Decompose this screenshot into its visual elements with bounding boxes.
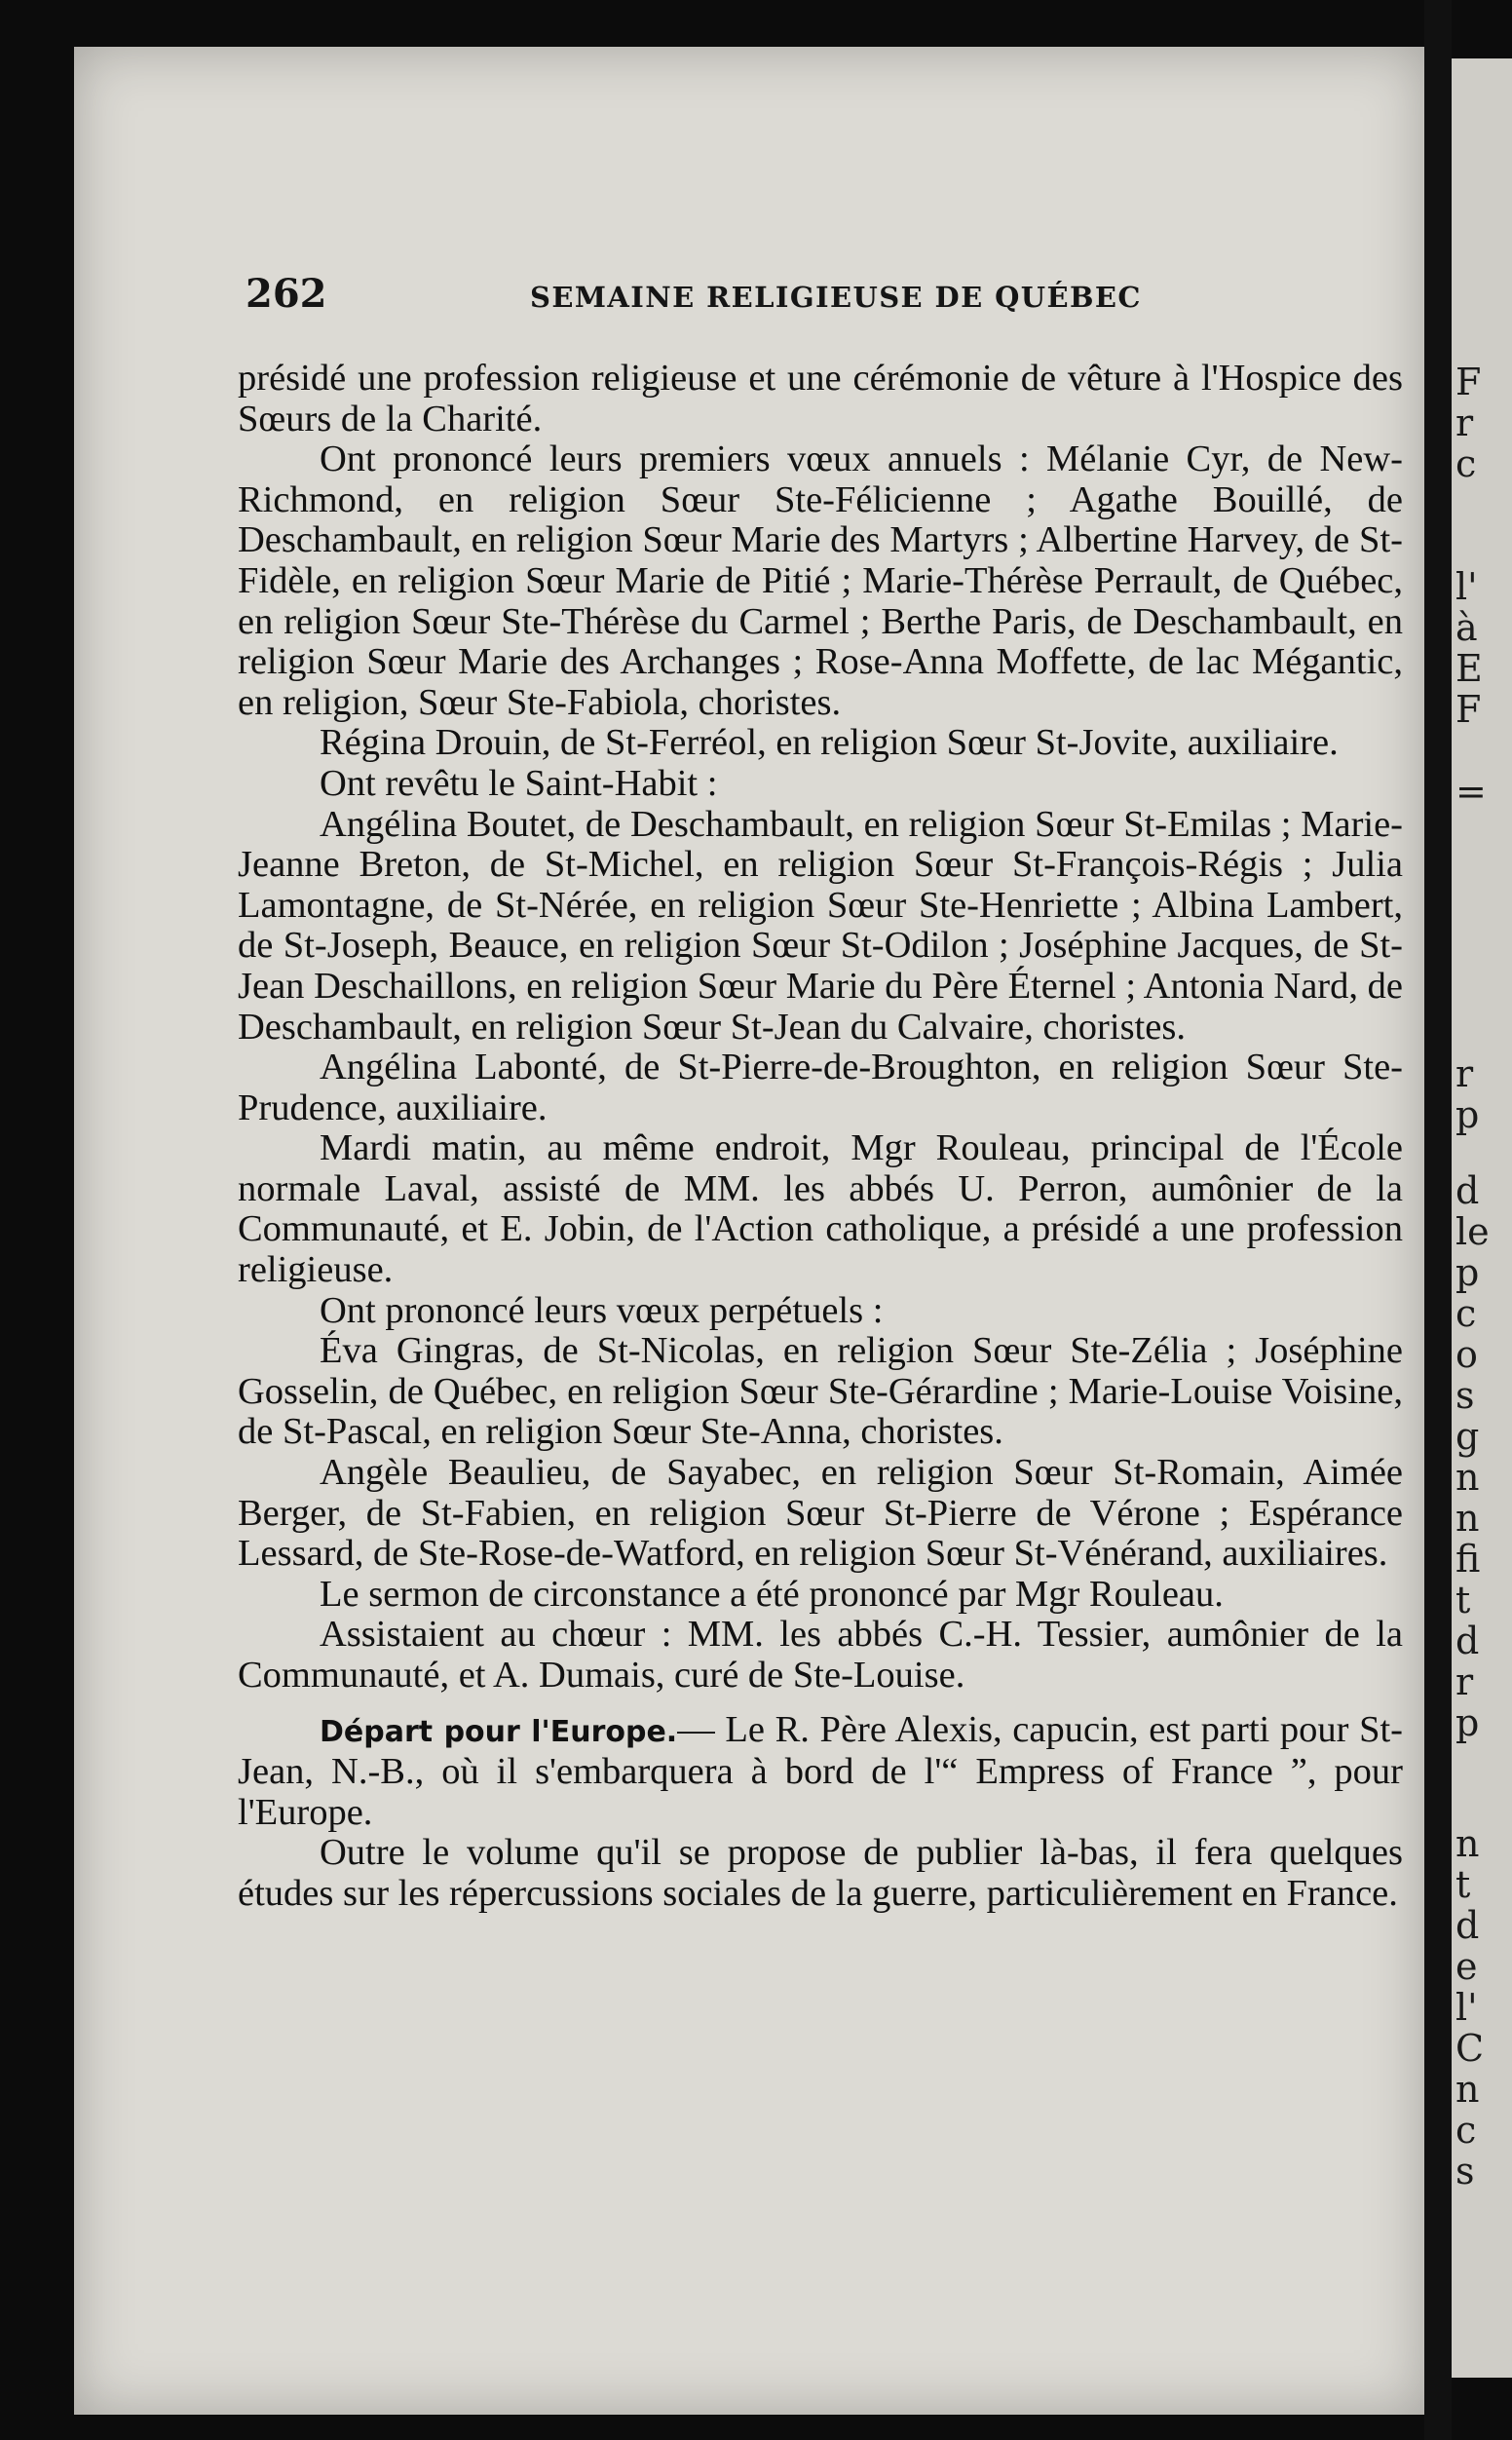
adjacent-page-fragment: l' xyxy=(1455,565,1478,608)
news-item-heading: Départ pour l'Europe. xyxy=(320,1714,678,1749)
adjacent-page-fragment: F xyxy=(1455,361,1482,403)
paragraph: Éva Gingras, de St-Nicolas, en religion Sœur Ste-Zélia ; Joséphine Gosselin, de Québec, en religion Sœur Ste-Gérardine ; Marie-Louise Voisine, de St-Pascal, en religion Sœur Ste-Anna, choristes. xyxy=(238,1330,1403,1453)
adjacent-page-fragment: = xyxy=(1455,770,1487,813)
adjacent-page-fragment: s xyxy=(1455,1374,1475,1417)
adjacent-page-fragment: r xyxy=(1455,401,1474,444)
adjacent-page-fragment: r xyxy=(1455,1052,1474,1095)
adjacent-page-fragment: d xyxy=(1455,1620,1480,1662)
paragraph: Angèle Beaulieu, de Sayabec, en religion Sœur St-Romain, Aimée Berger, de St-Fabien, en religion Sœur St-Pierre de Vérone ; Espérance Lessard, de Ste-Rose-de-Watford, en religion Sœur St-Vénérand, auxiliaires. xyxy=(238,1452,1403,1575)
adjacent-page-fragment: p xyxy=(1455,1251,1480,1294)
adjacent-page-fragment: l' xyxy=(1455,1986,1478,2029)
adjacent-page-fragment: r xyxy=(1455,1660,1474,1703)
paragraph: Régina Drouin, de St-Ferréol, en religion Sœur St-Jovite, auxiliaire. xyxy=(320,722,1339,764)
paragraph: Ont prononcé leurs premiers vœux annuels : Mélanie Cyr, de New-Richmond, en religion Sœur Ste-Félicienne ; Agathe Bouillé, de Deschambault, en religion Sœur Marie des Martyrs ; Albertine Harvey, de St-Fidèle, en religion Sœur Marie de Pitié ; Marie-Thérèse Perrault, de Québec, en religion Sœur Ste-Thérèse du Carmel ; Berthe Paris, de Deschambault, en religion Sœur Marie des Archanges ; Rose-Anna Moffette, de lac Mégantic, en religion, Sœur Ste-Fabiola, choristes. xyxy=(238,438,1403,723)
adjacent-page-fragment: C xyxy=(1455,2027,1485,2070)
news-item xyxy=(238,1710,1403,1834)
adjacent-page-fragment: n xyxy=(1455,1456,1480,1499)
page-header xyxy=(246,271,1395,320)
running-title: SEMAINE RELIGIEUSE DE QUÉBEC xyxy=(530,281,1142,314)
adjacent-page-fragment: t xyxy=(1455,1863,1471,1906)
page-number: 262 xyxy=(246,271,327,317)
paragraph: Angélina Boutet, de Deschambault, en religion Sœur St-Emilas ; Marie-Jeanne Breton, de St-Michel, en religion Sœur St-François-Régis ; Julia Lamontagne, de St-Nérée, en religion Sœur Ste-Henriette ; Albina Lambert, de St-Joseph, Beauce, en religion Sœur St-Odilon ; Joséphine Jacques, de St-Jean Deschaillons, en religion Sœur Marie du Père Éternel ; Antonia Nard, de Deschambault, en religion Sœur St-Jean du Calvaire, choristes. xyxy=(238,803,1403,1048)
paragraph: Ont revêtu le Saint-Habit : xyxy=(320,762,718,804)
adjacent-page-fragment: à xyxy=(1455,606,1478,649)
adjacent-page-fragment: e xyxy=(1455,1945,1478,1988)
adjacent-page-fragment: c xyxy=(1455,442,1477,485)
adjacent-page-fragment: n xyxy=(1455,2068,1480,2111)
adjacent-page-fragment: c xyxy=(1455,1292,1477,1335)
adjacent-page-fragment: d xyxy=(1455,1904,1480,1947)
adjacent-page-edge xyxy=(1452,58,1512,2378)
adjacent-page-fragment: t xyxy=(1455,1579,1471,1621)
adjacent-page-fragment: p xyxy=(1455,1701,1480,1744)
adjacent-page-fragment: o xyxy=(1455,1333,1478,1376)
adjacent-page-fragment: n xyxy=(1455,1822,1480,1865)
paragraph: présidé une profession religieuse et une cérémonie de vêture à l'Hospice des Sœurs de la Charité. xyxy=(238,358,1403,439)
news-item-text: — Le R. Père Alexis, capucin, est parti pour St-Jean, N.-B., où il s'embarquera à bord de l'“ Empress of France ”, pour l'Europe. xyxy=(238,1708,1404,1833)
adjacent-page-fragment: fi xyxy=(1455,1538,1481,1581)
adjacent-page-fragment: g xyxy=(1455,1415,1480,1458)
adjacent-page-fragment: s xyxy=(1455,2150,1475,2192)
adjacent-page-fragment: n xyxy=(1455,1497,1480,1540)
adjacent-page-fragment: E xyxy=(1455,647,1483,690)
paragraph: Assistaient au chœur : MM. les abbés C.-H. Tessier, aumônier de la Communauté, et A. Dumais, curé de Ste-Louise. xyxy=(238,1614,1403,1696)
paragraph: Outre le volume qu'il se propose de publier là-bas, il fera quelques études sur les répercussions sociales de la guerre, particulièrement en France. xyxy=(238,1832,1403,1914)
adjacent-page-fragment: F xyxy=(1455,688,1482,731)
adjacent-page-fragment: p xyxy=(1455,1093,1480,1136)
paragraph: Ont prononcé leurs vœux perpétuels : xyxy=(320,1289,884,1331)
adjacent-page-fragment: d xyxy=(1455,1169,1480,1212)
paragraph: Le sermon de circonstance a été prononcé par Mgr Rouleau. xyxy=(320,1573,1224,1615)
article-body xyxy=(238,359,1403,1915)
page-gutter xyxy=(1424,0,1452,2440)
paragraph: Angélina Labonté, de St-Pierre-de-Broughton, en religion Sœur Ste-Prudence, auxiliaire. xyxy=(238,1047,1403,1128)
adjacent-page-fragment: c xyxy=(1455,2109,1477,2152)
paragraph: Mardi matin, au même endroit, Mgr Rouleau, principal de l'École normale Laval, assisté de MM. les abbés U. Perron, aumônier de la Communauté, et E. Jobin, de l'Action catholique, a présidé a une profession religieuse. xyxy=(238,1127,1403,1291)
adjacent-page-fragment: le xyxy=(1455,1210,1490,1253)
